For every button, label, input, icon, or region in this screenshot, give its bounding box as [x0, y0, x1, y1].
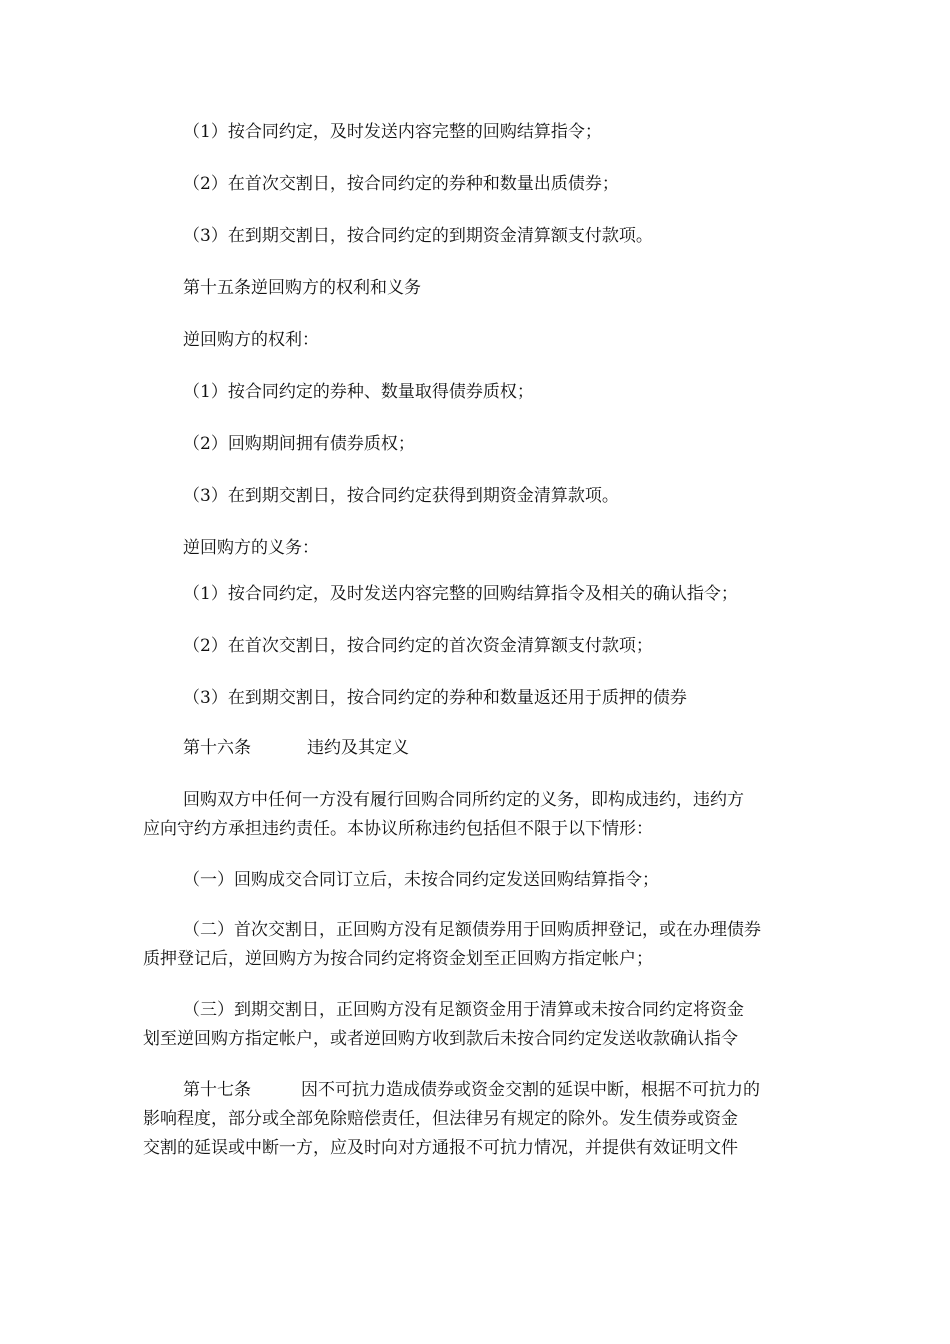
article-15-heading: 第十五条逆回购方的权利和义务 — [183, 278, 421, 298]
default-case-1: （一）回购成交合同订立后，未按合同约定发送回购结算指令； — [183, 870, 659, 890]
default-case-2: （二）首次交割日，正回购方没有足额债券用于回购质押登记，或在办理债券 质押登记后，逆回购方为按合同约定将资金划至正回购方指定帐户； — [143, 920, 761, 969]
reverse-obligation-item-2: （2）在首次交割日，按合同约定的首次资金清算额支付款项； — [183, 636, 653, 656]
reverse-repo-obligations-heading: 逆回购方的义务： — [183, 538, 319, 558]
obligation-item-1: （1）按合同约定，及时发送内容完整的回购结算指令； — [183, 122, 602, 142]
article-title: 违约及其定义 — [307, 738, 409, 758]
article-number: 第十六条 — [183, 738, 251, 758]
obligation-item-2: （2）在首次交割日，按合同约定的券种和数量出质债券； — [183, 174, 619, 194]
reverse-obligation-item-3: （3）在到期交割日，按合同约定的券种和数量返还用于质押的债券 — [183, 688, 687, 708]
default-case-3: （三）到期交割日，正回购方没有足额资金用于清算或未按合同约定将资金 划至逆回购方指定帐户，或者逆回购方收到款后未按合同约定发送收款确认指令 — [143, 1000, 744, 1049]
default-definition-paragraph: 回购双方中任何一方没有履行回购合同所约定的义务，即构成违约，违约方 应向守约方承担违约责任。本协议所称违约包括但不限于以下情形： — [143, 790, 744, 839]
article-17-paragraph: 第十七条 因不可抗力造成债券或资金交割的延误中断，根据不可抗力的 影响程度，部分或全部免除赔偿责任，但法律另有规定的除外。发生债券或资金 交割的延误或中断一方，应及时向对方通报不可抗力情况，并提供有效证明文件 — [143, 1080, 760, 1158]
reverse-obligation-item-1: （1）按合同约定，及时发送内容完整的回购结算指令及相关的确认指令； — [183, 584, 738, 604]
rights-item-2: （2）回购期间拥有债券质权； — [183, 434, 415, 454]
rights-item-1: （1）按合同约定的券种、数量取得债券质权； — [183, 382, 534, 402]
reverse-repo-rights-heading: 逆回购方的权利： — [183, 330, 319, 350]
obligation-item-3: （3）在到期交割日，按合同约定的到期资金清算额支付款项。 — [183, 226, 653, 246]
article-16-heading — [143, 734, 849, 763]
rights-item-3: （3）在到期交割日，按合同约定获得到期资金清算款项。 — [183, 486, 619, 506]
article-number: 第十七条 — [183, 1080, 251, 1100]
